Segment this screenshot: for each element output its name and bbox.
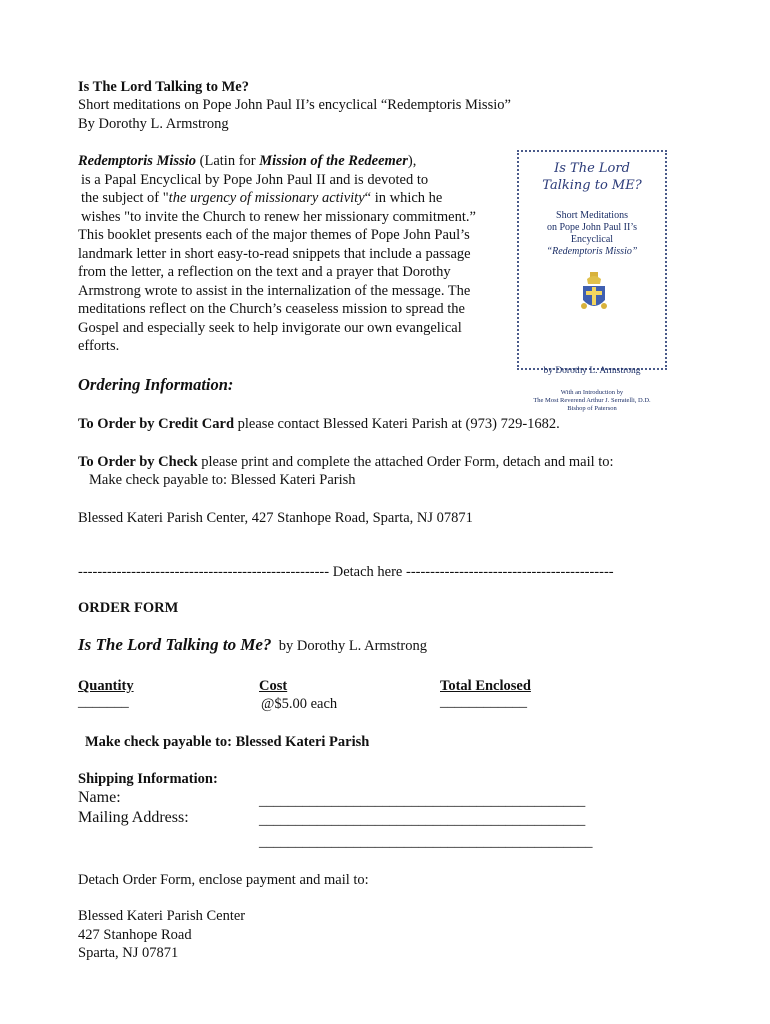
name-label: Name: <box>78 789 121 806</box>
description-line: meditations reflect on the Church’s ceaseless mission to spread the <box>78 301 465 317</box>
text: ), <box>407 153 417 169</box>
credit-card-instructions <box>78 415 560 434</box>
encyclical-name: Redemptoris Missio <box>78 153 197 169</box>
cover-subtitle-line: on Pope John Paul II’s <box>547 222 637 233</box>
description-line <box>78 152 508 171</box>
cover-title-line: Is The Lord <box>554 161 630 176</box>
papal-crest-icon <box>577 270 611 318</box>
text: the subject of " <box>81 190 169 206</box>
quote: the urgency of missionary activity <box>168 190 365 206</box>
description <box>78 152 508 356</box>
cover-footer-line: With an Introduction by <box>560 388 624 396</box>
encyclical-translation: Mission of the Redeemer <box>259 153 408 169</box>
description-line: landmark letter in short easy-to-read snippets that include a passage <box>78 245 471 262</box>
cover-footer-line: Bishop of Paterson <box>567 404 617 412</box>
text: please contact Blessed Kateri Parish at (973) 729-1682. <box>234 416 560 432</box>
description-line: wishes "to invite the Church to renew her missionary commitment.” <box>81 208 476 225</box>
order-form-heading: ORDER FORM <box>78 600 179 616</box>
mailing-address-line: Sparta, NJ 07871 <box>78 945 179 961</box>
check-label: To Order by Check <box>78 454 198 470</box>
address-field-line-2[interactable]: ______________________________________________ <box>259 834 593 850</box>
description-line: efforts. <box>78 338 120 354</box>
total-label: Total Enclosed <box>440 678 531 694</box>
text: (Latin for <box>196 153 260 169</box>
total-field[interactable]: ____________ <box>440 694 527 710</box>
cover-subtitle-line: Short Meditations <box>556 210 628 221</box>
page-subtitle: Short meditations on Pope John Paul II’s encyclical “Redemptoris Missio” <box>78 97 511 113</box>
dashes: ---------------------------------------------------- <box>78 564 330 580</box>
payable-note: Make check payable to: Blessed Kateri Parish <box>89 472 356 488</box>
description-line: Armstrong wrote to assist in the internalization of the message. The <box>78 282 471 299</box>
form-payable-note: Make check payable to: Blessed Kateri Parish <box>85 734 370 750</box>
mailing-address-label: Mailing Address: <box>78 809 189 826</box>
text: “ in which he <box>364 190 443 206</box>
detach-line <box>78 563 614 582</box>
cover-footer-line: The Most Reverend Arthur J. Serratelli, D.D. <box>533 396 651 404</box>
quantity-field[interactable]: _______ <box>78 694 129 710</box>
mailing-address-block <box>78 907 245 963</box>
text: please print and complete the attached Order Form, detach and mail to: <box>197 454 614 470</box>
byline: By Dorothy L. Armstrong <box>78 116 229 132</box>
quantity-label: Quantity <box>78 678 134 694</box>
cover-subtitle-line: “Redemptoris Missio” <box>546 246 638 257</box>
description-line: is a Papal Encyclical by Pope John Paul II and is devoted to <box>81 171 429 188</box>
parish-address: Blessed Kateri Parish Center, 427 Stanhope Road, Sparta, NJ 07871 <box>78 510 473 526</box>
cover-subtitle-line: Encyclical <box>570 234 614 245</box>
check-instructions <box>78 453 614 472</box>
cover-author: by Dorothy L. Armstrong <box>543 366 641 376</box>
book-title: Is The Lord Talking to Me? <box>78 635 272 654</box>
page-title: Is The Lord Talking to Me? <box>78 79 249 95</box>
cost-value: @$5.00 each <box>261 696 338 712</box>
detach-instructions: Detach Order Form, enclose payment and mail to: <box>78 872 369 888</box>
cover-subtitle <box>519 210 665 258</box>
shipping-heading: Shipping Information: <box>78 771 218 787</box>
ordering-heading: Ordering Information: <box>78 375 234 394</box>
cover-footer <box>519 389 665 413</box>
mailing-address-line: 427 Stanhope Road <box>78 926 192 943</box>
description-line: Gospel and especially seek to help invigorate our own evangelical <box>78 319 462 336</box>
book-cover-image <box>517 150 667 412</box>
cover-title-line: Talking to ME? <box>542 178 642 193</box>
description-line: from the letter, a reflection on the text and a prayer that Dorothy <box>78 264 451 280</box>
description-line: This booklet presents each of the major themes of Pope John Paul’s <box>78 227 470 243</box>
mailing-address-line: Blessed Kateri Parish Center <box>78 908 246 924</box>
cover-title <box>519 160 665 194</box>
detach-label: Detach here <box>329 564 406 580</box>
description-line <box>78 189 508 208</box>
cost-label: Cost <box>259 678 288 694</box>
dashes: ------------------------------------------- <box>405 564 614 580</box>
credit-card-label: To Order by Credit Card <box>78 416 235 432</box>
name-field[interactable]: _____________________________________________ <box>259 793 586 809</box>
address-field-line-1[interactable]: _____________________________________________ <box>259 812 586 828</box>
book-author: by Dorothy L. Armstrong <box>278 638 427 654</box>
order-form-book <box>78 636 427 656</box>
